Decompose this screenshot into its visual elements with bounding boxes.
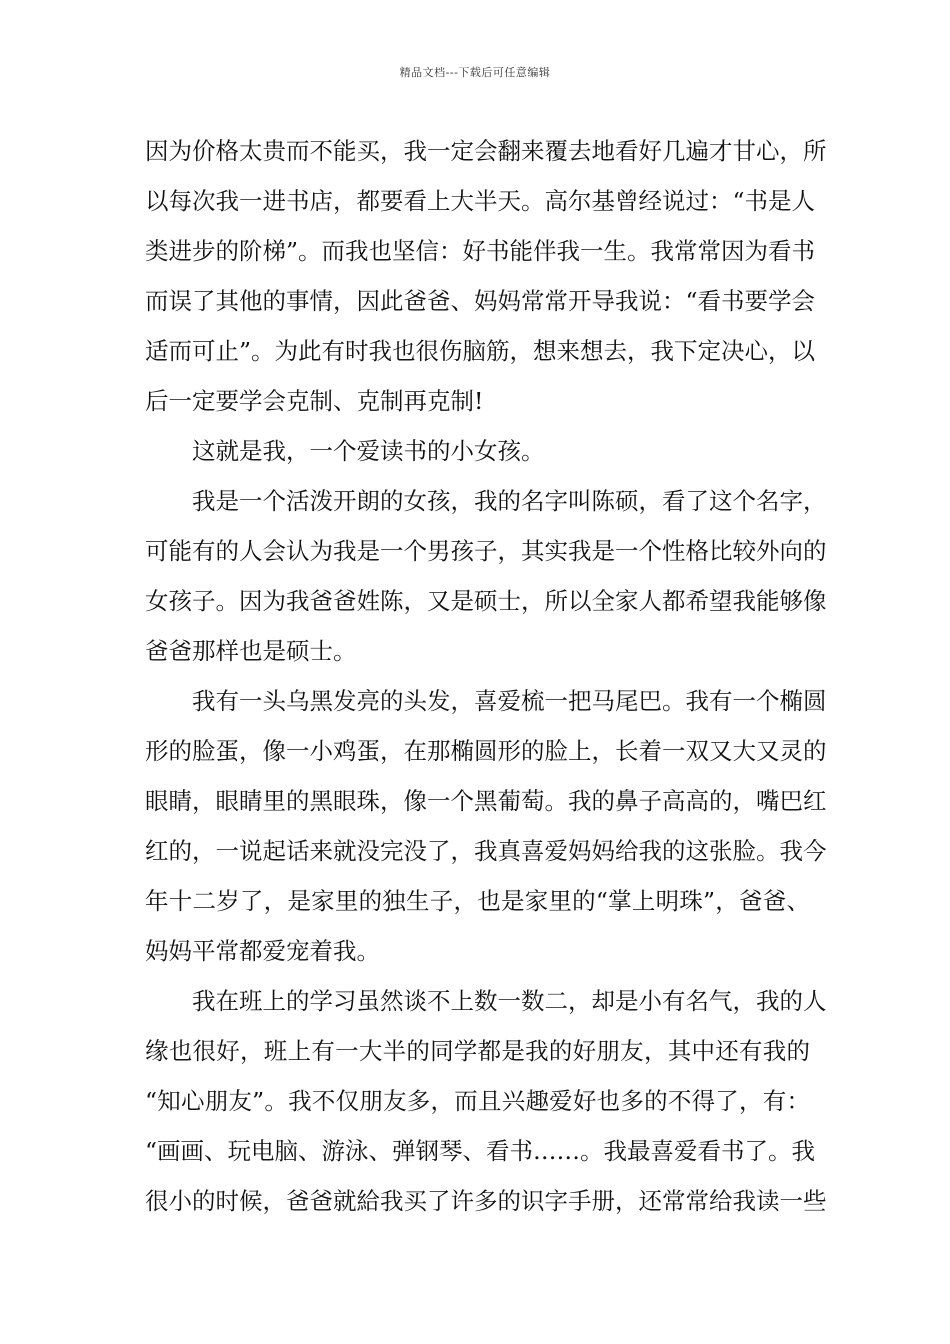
text-line: 妈妈平常都爱宠着我。: [145, 937, 380, 965]
text-line: 女孩子。因为我爸爸姓陈，又是硕士，所以全家人都希望我能够像: [145, 587, 827, 615]
text-line: 类进步的阶梯”。而我也坚信：好书能伴我一生。我常常因为看书: [145, 237, 816, 265]
text-line: 我在班上的学习虽然谈不上数一数二，却是小有名气，我的人: [192, 987, 827, 1015]
text-line: 我有一头乌黑发亮的头发，喜爱梳一把马尾巴。我有一个椭圆: [192, 687, 827, 715]
text-line: 眼睛，眼睛里的黑眼珠，像一个黑葡萄。我的鼻子高高的，嘴巴红: [145, 787, 827, 815]
text-line: 我是一个活泼开朗的女孩，我的名字叫陈硕，看了这个名字，: [192, 487, 827, 515]
text-line: 这就是我，一个爱读书的小女孩。: [192, 437, 545, 465]
text-line: 而误了其他的事情，因此爸爸、妈妈常常开导我说：“看书要学会: [145, 287, 816, 315]
text-line: “画画、玩电脑、游泳、弹钢琴、看书……。我最喜爱看书了。我: [145, 1137, 816, 1165]
text-line: 形的脸蛋，像一小鸡蛋，在那椭圆形的脸上，长着一双又大又灵的: [145, 737, 827, 765]
body-text: [145, 126, 827, 1226]
text-line: 后一定要学会克制、克制再克制!: [145, 387, 484, 415]
text-line: “知心朋友”。我不仅朋友多，而且兴趣爱好也多的不得了，有：: [145, 1087, 810, 1115]
text-line: 年十二岁了，是家里的独生子，也是家里的“掌上明珠”，爸爸、: [145, 887, 810, 915]
text-line: 可能有的人会认为我是一个男孩子，其实我是一个性格比较外向的: [145, 537, 827, 565]
text-line: 以每次我一进书店，都要看上大半天。高尔基曾经说过：“书是人: [145, 187, 816, 215]
text-line: 很小的时候，爸爸就給我买了许多的识字手册，还常常给我读一些: [145, 1187, 827, 1215]
page-header: 精品文档---下载后可任意编辑: [399, 66, 551, 79]
text-line: 爸爸那样也是硕士。: [145, 637, 357, 665]
text-line: 红的，一说起话来就没完没了，我真喜爱妈妈给我的这张脸。我今: [145, 837, 827, 865]
text-line: 因为价格太贵而不能买，我一定会翻来覆去地看好几遍才甘心，所: [145, 137, 827, 165]
text-line: 适而可止”。为此有时我也很伤脑筋，想来想去，我下定决心，以: [145, 337, 816, 365]
text-line: 缘也很好，班上有一大半的同学都是我的好朋友，其中还有我的: [145, 1037, 810, 1065]
